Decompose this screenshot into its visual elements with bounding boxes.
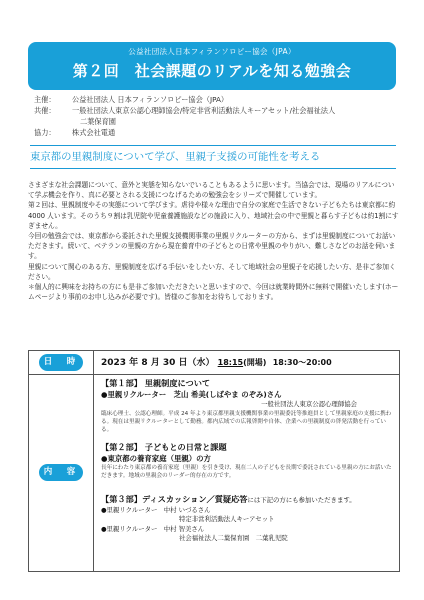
intro-text <box>28 180 400 302</box>
table-vertical-rule <box>93 351 94 571</box>
subtitle-banner: 東京都の里親制度について学び、里親子支援の可能性を考える <box>30 151 321 163</box>
part1-org: 一般社団法人東京公認心理師協会 <box>261 400 357 408</box>
intro-paragraph: 里親について関心のある方、里親制度を広げる手伝いをしたい方、そして地域社会の里親子を応援したい方、是非ご参加ください。 <box>28 262 396 281</box>
event-open-time: 18:15 <box>217 358 244 367</box>
date-label: 日 時 <box>39 354 83 371</box>
event-open-suffix: (開場) <box>243 358 267 367</box>
program-content <box>101 377 397 544</box>
event-datetime <box>101 351 332 374</box>
part3-speaker-2-org: 社会福祉法人二葉保育園 二葉乳児院 <box>179 534 288 543</box>
part1-speaker: ●里親リクルーター 芝山 希美(しばやま のぞみ)さん <box>101 390 282 399</box>
part3-speaker-1: ●里親リクルーター 中村 いづるさん <box>101 505 211 514</box>
content-label-cell <box>29 374 93 571</box>
header-banner <box>28 42 396 90</box>
intro-paragraph: ＊個人的に興味をお持ちの方にも是非ご参加いただきたいと思いますので、今回は就業時間外に無料で開催いたします(ホームページより事前のお申し込みが必要です)。皆様のご参加をお待ちしております。 <box>28 283 399 302</box>
cohost-row-continued: 二葉保育園 <box>80 117 116 126</box>
organizer-name: 公益社団法人日本フィランソロピー協会（JPA） <box>128 47 296 56</box>
content-label: 内 容 <box>39 464 83 481</box>
part2-description: 長年にわたり東京都の養育家庭（里親）を引き受け、現在二人の子どもを長期で委託されている里親の方にお話いただきます。地域の里親会のリーダー的存在の方です。 <box>101 464 392 480</box>
part1-title: 【第１部】 里親制度について <box>101 378 211 388</box>
intro-paragraph: 今回の勉強会では、東京都から委託された里親支援機関事業の里親リクルーターの方から、まずは里親制度についてお話いただきます。続いて、ベテランの里親の方から現在養育中の子どもとの日常や里親のやりがい、難しさなどのお話を伺います。 <box>28 232 396 261</box>
banner-top-rule <box>30 145 396 146</box>
event-time: 18:30～20:00 <box>272 358 332 367</box>
intro-paragraph: 第２回は、里親制度やその実態について学びます。虐待や様々な理由で自分の家庭で生活できない子どもたちは東京都に約 4000 人います。そのうち９割は乳児院や児童養護施設などの施設に入り、地域社会の中で里親と暮らす子どもは約1割にすぎません。 <box>28 201 399 230</box>
page-title: 第２回 社会課題のリアルを知る勉強会 <box>72 62 352 80</box>
cohost-row: 共催： 一般社団法人東京公認心理師協会/特定非営利活動法人キーアセット/社会福祉法人 <box>34 106 336 115</box>
host-info <box>34 94 420 138</box>
part1-description: 臨床心理士、公認心理師。平成 24 年より東京都里親支援機関事業の里親委託等推進員として里親家庭の支援に携わる。現在は里親リクルーターとして勤務。都内広域での広報啓開や自体、企業への里親制度の啓発活動を行っている。 <box>101 410 392 434</box>
host-row: 主催： 公益社団法人 日本フィランソロピー協会（JPA） <box>34 95 229 104</box>
part2-speaker: ●東京都の養育家庭（里親）の方 <box>101 453 211 463</box>
part3-note: には下記の方にも参加いただきます。 <box>247 495 356 504</box>
intro-paragraph: さまざまな社会課題について、意外と実態を知らないでいることもあるように思います。当協会では、現場のリアルについて学ぶ機会を作り、真に必要とされる支援につなげるための勉強会をシリーズで開催しています。 <box>28 181 395 200</box>
support-row: 協力： 株式会社電通 <box>34 128 116 137</box>
banner-bottom-rule <box>30 168 396 169</box>
part2-title: 【第２部】 子どもとの日常と課題 <box>101 441 227 452</box>
event-date: 2023 年 8 月 30 日（水） <box>101 358 215 368</box>
event-table <box>28 350 400 572</box>
part3-heading <box>101 487 397 506</box>
part3-title: 【第３部】ディスカッション／質疑応答 <box>101 493 248 504</box>
date-label-cell <box>29 351 93 374</box>
part3-speaker-2: ●里親リクルーター 中村 智美さん <box>101 524 205 533</box>
part3-speaker-1-org: 特定非営利活動法人キーアセット <box>179 515 275 524</box>
